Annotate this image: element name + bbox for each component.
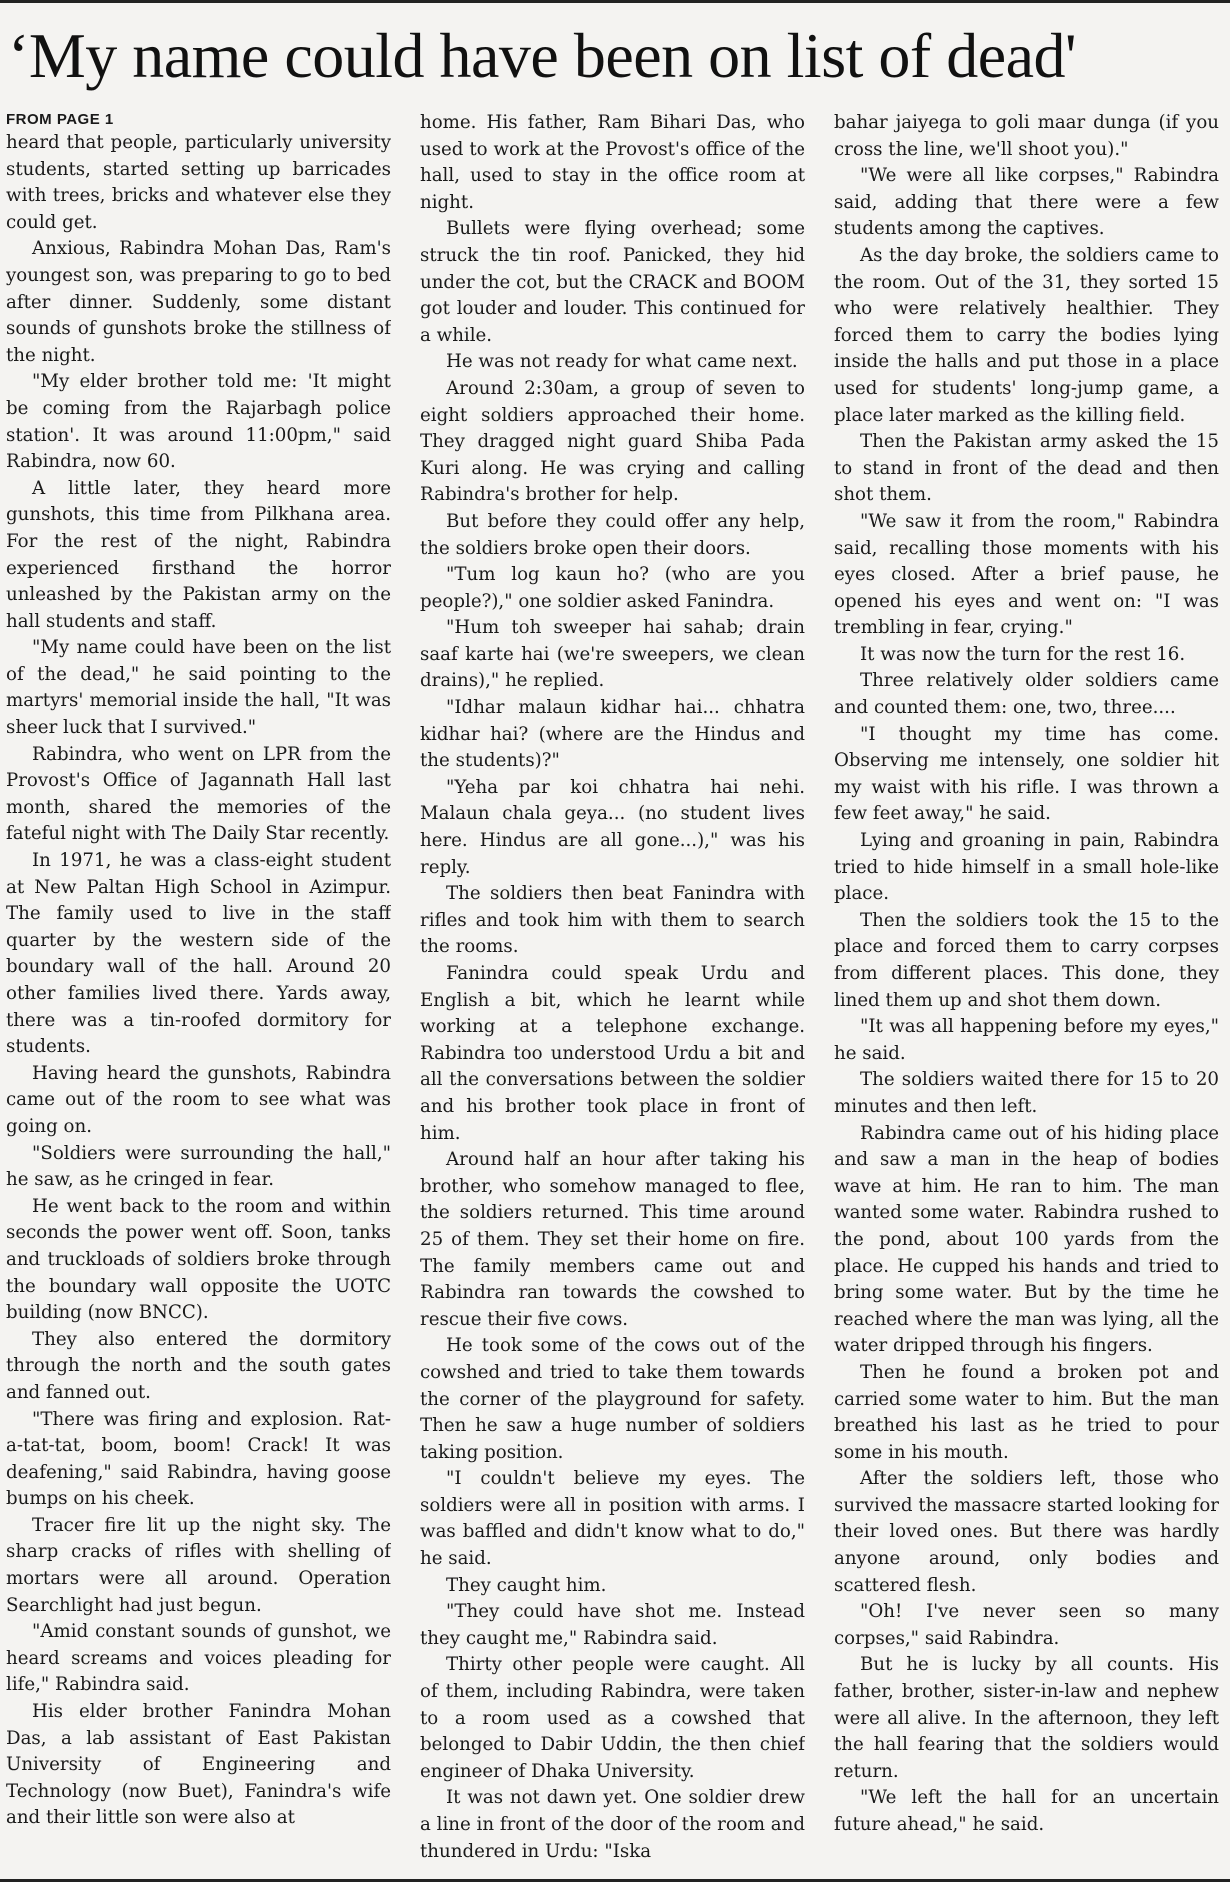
paragraph: "I couldn't believe my eyes. The soldiers were all in position with arms. I was baffled and didn't know what to do," he said. [420, 1468, 805, 1570]
paragraph: He took some of the cows out of the cowshed and tried to take them towards the corner of the playground for safety. Then he saw a huge number of soldiers taking position. [420, 1335, 805, 1463]
paragraph: "Soldiers were surrounding the hall," he saw, as he cringed in fear. [6, 1142, 391, 1191]
paragraph: bahar jaiyega to goli maar dunga (if you cross the line, we'll shoot you)." [834, 112, 1219, 160]
paragraph: He was not ready for what came next. [446, 351, 798, 373]
paragraph: Having heard the gunshots, Rabindra came out of the room to see what was going on. [6, 1062, 391, 1137]
paragraph: heard that people, particularly university students, started setting up barricades with trees, bricks and whatever else they could get. [6, 132, 391, 233]
paragraph: Rabindra came out of his hiding place and saw a man in the heap of bodies wave at him. He ran to him. The man wanted some water. Rabindra rushed to the pond, about 100 yards from the place. He cupped his hands and tried to bring some water. But by the time he reached where the man was lying, all the water dripped through his fingers. [834, 1122, 1219, 1357]
paragraph: He went back to the room and within seconds the power went off. Soon, tanks and truckloads of soldiers broke through the boundary wall opposite the UOTC building (now BNCC). [6, 1195, 391, 1324]
paragraph: It was not dawn yet. One soldier drew a line in front of the door of the room and thundered in Urdu: "Iska [420, 1787, 805, 1862]
paragraph: Fanindra could speak Urdu and English a bit, which he learnt while working at a telephone exchange. Rabindra too understood Urdu a bit and all the conversations between the soldier and his brother took place in front of him. [420, 963, 805, 1144]
paragraph: They caught him. [446, 1574, 607, 1596]
paragraph: But before they could offer any help, the soldiers broke open their doors. [420, 510, 805, 559]
paragraph: "Yeha par koi chhatra hai nehi. Malaun chala geya... (no student lives here. Hindus are all gone...)," was his reply. [420, 776, 805, 878]
paragraph: "Idhar malaun kidhar hai... chhatra kidhar hai? (where are the Hindus and the students)?" [420, 697, 805, 772]
paragraph: Then the Pakistan army asked the 15 to stand in front of the dead and then shot them. [834, 431, 1219, 506]
paragraph: Around 2:30am, a group of seven to eight soldiers approached their home. They dragged night guard Shiba Pada Kuri along. He was crying and calling Rabindra's brother for help. [420, 377, 805, 506]
paragraph: A little later, they heard more gunshots, this time from Pilkhana area. For the rest of the night, Rabindra experienced firsthand the horror unleashed by the Pakistan army on the hall students and staff. [6, 477, 391, 632]
paragraph: Tracer fire lit up the night sky. The sharp cracks of rifles with shelling of mortars were all around. Operation Searchlight had just begun. [6, 1514, 391, 1616]
paragraph: "Tum log kaun ho? (who are you people?)," one soldier asked Fanindra. [420, 564, 805, 612]
column-1 [6, 110, 391, 1874]
paragraph: His elder brother Fanindra Mohan Das, a lab assistant of East Pakistan University of Engineering and Technology (now Buet), Fanindra's wife and their little son were also at [6, 1701, 391, 1829]
paragraph: "We were all like corpses," Rabindra said, adding that there were a few students among the captives. [834, 165, 1219, 240]
paragraph: "My name could have been on the list of the dead," he said pointing to the martyrs' memorial inside the hall, "It was sheer luck that I survived." [6, 637, 391, 739]
headline: ‘My name could have been on list of dead' [8, 20, 1077, 91]
paragraph: "They could have shot me. Instead they caught me," Rabindra said. [420, 1601, 805, 1649]
paragraph: Then he found a broken pot and carried some water to him. But the man breathed his last as he tried to pour some in his mouth. [834, 1361, 1219, 1463]
paragraph: The soldiers waited there for 15 to 20 minutes and then left. [834, 1069, 1219, 1117]
paragraph: Rabindra, who went on LPR from the Provost's Office of Jagannath Hall last month, shared the memories of the fateful night with The Daily Star recently. [6, 743, 391, 845]
paragraph: Thirty other people were caught. All of them, including Rabindra, were taken to a room used as a cowshed that belonged to Dabir Uddin, the then chief engineer of Dhaka University. [420, 1654, 805, 1782]
paragraph: In 1971, he was a class-eight student at New Paltan High School in Azimpur. The family used to live in the staff quarter by the western side of the boundary wall of the hall. Around 20 other families lived there. Yards away, there was a tin-roofed dormitory for students. [6, 850, 391, 1058]
paragraph: "Oh! I've never seen so many corpses," said Rabindra. [834, 1601, 1219, 1649]
paragraph: Three relatively older soldiers came and counted them: one, two, three.... [834, 670, 1219, 719]
top-rule [0, 0, 1230, 3]
paragraph: They also entered the dormitory through the north and the south gates and fanned out. [6, 1328, 391, 1403]
paragraph: Then the soldiers took the 15 to the place and forced them to carry corpses from different places. This done, they lined them up and shot them down. [834, 909, 1219, 1011]
paragraph: Around half an hour after taking his brother, who somehow managed to flee, the soldiers returned. This time around 25 of them. They set their home on fire. The family members came out and Rabindra ran towards the cowshed to rescue their five cows. [420, 1149, 805, 1330]
paragraph: home. His father, Ram Bihari Das, who used to work at the Provost's office of the hall, used to stay in the office room at night. [420, 112, 805, 213]
paragraph: The soldiers then beat Fanindra with rifles and took him with them to search the rooms. [420, 883, 805, 958]
paragraph: After the soldiers left, those who survived the massacre started looking for their loved ones. But there was hardly anyone around, only bodies and scattered flesh. [834, 1468, 1219, 1596]
paragraph: "There was firing and explosion. Rat-a-tat-tat, boom, boom! Crack! It was deafening," said Rabindra, having goose bumps on his cheek. [6, 1408, 391, 1510]
paragraph: But he is lucky by all counts. His father, brother, sister-in-law and nephew were all alive. In the afternoon, they left the hall fearing that the soldiers would return. [834, 1654, 1219, 1782]
column-3 [834, 110, 1219, 1874]
paragraph: Bullets were flying overhead; some struck the tin roof. Panicked, they hid under the cot, but the CRACK and BOOM got louder and louder. This continued for a while. [420, 218, 805, 346]
paragraph: It was now the turn for the rest 16. [860, 643, 1186, 665]
paragraph: "Hum toh sweeper hai sahab; drain saaf karte hai (we're sweepers, we clean drains)," he replied. [420, 617, 805, 692]
paragraph: Anxious, Rabindra Mohan Das, Ram's youngest son, was preparing to go to bed after dinner. Suddenly, some distant sounds of gunshots broke the stillness of the night. [6, 238, 391, 366]
paragraph: "I thought my time has come. Observing me intensely, one soldier hit my waist with his rifle. I was thrown a few feet away," he said. [834, 723, 1219, 825]
paragraph: "Amid constant sounds of gunshot, we heard screams and voices pleading for life," Rabindra said. [6, 1621, 391, 1696]
article-columns [6, 110, 1220, 1874]
paragraph: "My elder brother told me: 'It might be coming from the Rajarbagh police station'. It was around 11:00pm," said Rabindra, now 60. [6, 371, 391, 473]
paragraph: "It was all happening before my eyes," he said. [834, 1016, 1219, 1064]
continuation-kicker: FROM PAGE 1 [6, 111, 114, 128]
paragraph: "We left the hall for an uncertain future ahead," he said. [834, 1787, 1219, 1835]
paragraph: Lying and groaning in pain, Rabindra tried to hide himself in a small hole-like place. [834, 830, 1219, 905]
paragraph: "We saw it from the room," Rabindra said, recalling those moments with his eyes closed. After a brief pause, he opened his eyes and went on: "I was trembling in fear, crying." [834, 510, 1219, 639]
paragraph: As the day broke, the soldiers came to the room. Out of the 31, they sorted 15 who were relatively healthier. They forced them to carry the bodies lying inside the halls and put those in a place used for students' long-jump game, a place later marked as the killing field. [834, 244, 1219, 426]
column-2 [420, 110, 805, 1874]
